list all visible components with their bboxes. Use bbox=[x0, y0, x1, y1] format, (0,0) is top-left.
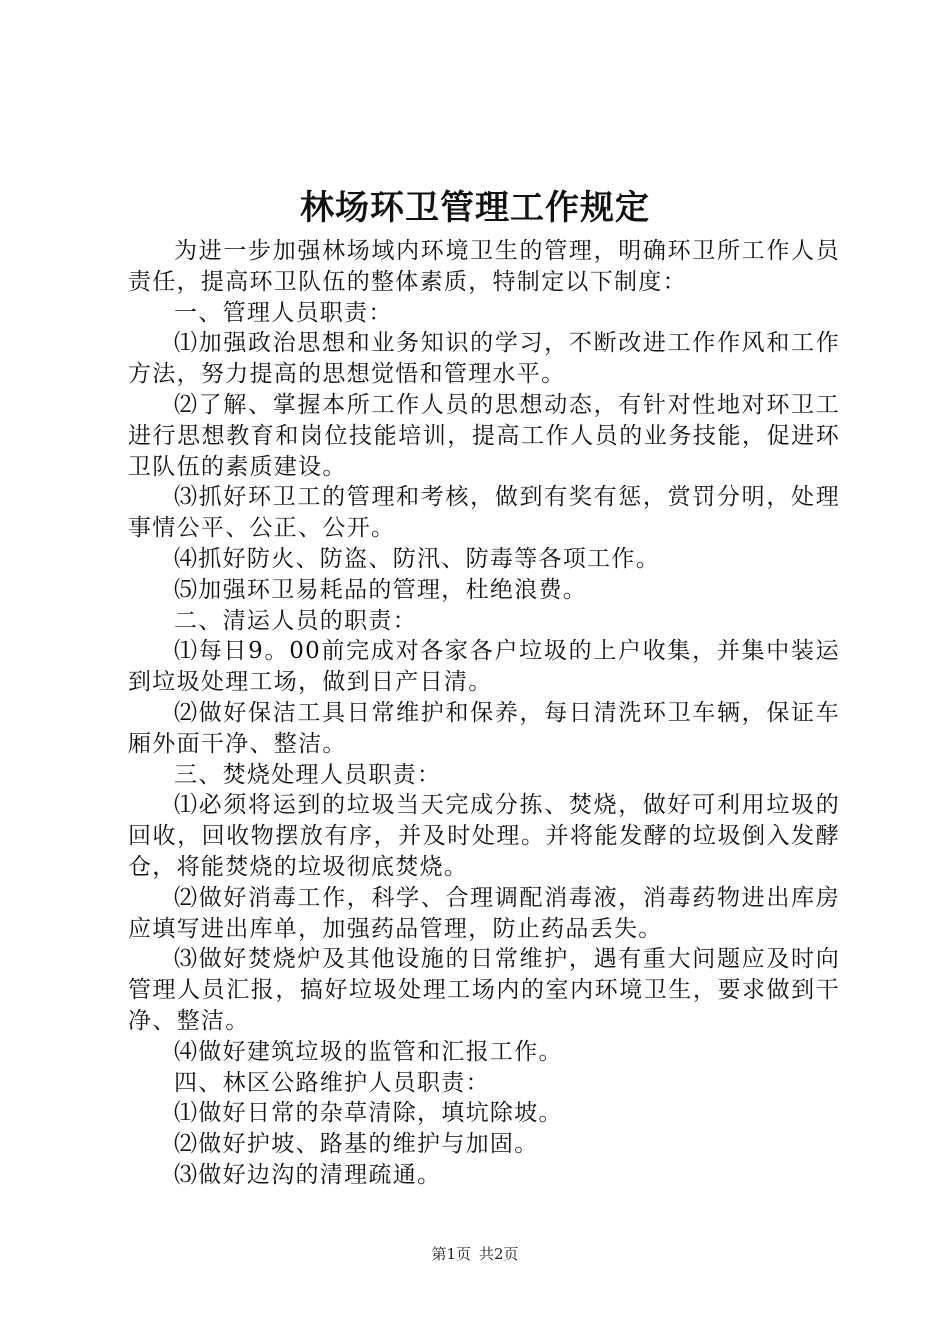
list-item: ⑷抓好防火、防盗、防汛、防毒等各项工作。 bbox=[174, 545, 660, 572]
list-item: ⑶做好边沟的清理疏通。 bbox=[174, 1161, 442, 1188]
document-title: 林场环卫管理工作规定 bbox=[300, 188, 650, 228]
list-item: ⑴每日9。00前完成对各家各户垃圾的上户收集，并集中装运到垃圾处理工场，做到日产日清。 bbox=[128, 638, 840, 696]
intro-paragraph: 为进一步加强林场域内环境卫生的管理，明确环卫所工作人员责任，提高环卫队伍的整体素质，特制定以下制度： bbox=[128, 238, 840, 295]
section-heading-road-maintenance: 四、林区公路维护人员职责： bbox=[174, 1069, 490, 1096]
document-body bbox=[128, 236, 840, 1191]
section-heading-incineration: 三、焚烧处理人员职责： bbox=[174, 761, 442, 788]
page-number: 第1页 bbox=[431, 1245, 471, 1263]
list-item: ⑵做好消毒工作，科学、合理调配消毒液，消毒药物进出库房应填写进出库单，加强药品管理，防止药品丢失。 bbox=[128, 884, 840, 942]
page-total: 共2页 bbox=[479, 1245, 519, 1263]
list-item: ⑶抓好环卫工的管理和考核，做到有奖有惩，赏罚分明，处理事情公平、公正、公开。 bbox=[128, 484, 840, 542]
list-item: ⑸加强环卫易耗品的管理，杜绝浪费。 bbox=[174, 576, 588, 603]
list-item: ⑴必须将运到的垃圾当天完成分拣、焚烧，做好可利用垃圾的回收，回收物摆放有序，并及时处理。并将能发酵的垃圾倒入发酵仓，将能焚烧的垃圾彻底焚烧。 bbox=[128, 792, 840, 880]
section-heading-transport: 二、清运人员的职责： bbox=[174, 607, 417, 634]
page-footer bbox=[0, 1243, 950, 1265]
section-heading-managers: 一、管理人员职责： bbox=[174, 299, 393, 326]
list-item: ⑶做好焚烧炉及其他设施的日常维护，遇有重大问题应及时向管理人员汇报，搞好垃圾处理工场内的室内环境卫生，要求做到干净、整洁。 bbox=[128, 946, 840, 1034]
list-item: ⑵做好护坡、路基的维护与加固。 bbox=[174, 1131, 539, 1158]
list-item: ⑵做好保洁工具日常维护和保养，每日清洗环卫车辆，保证车厢外面干净、整洁。 bbox=[128, 699, 840, 757]
list-item: ⑵了解、掌握本所工作人员的思想动态，有针对性地对环卫工进行思想教育和岗位技能培训，提高工作人员的业务技能，促进环卫队伍的素质建设。 bbox=[128, 391, 840, 480]
list-item: ⑴加强政治思想和业务知识的学习，不断改进工作作风和工作方法，努力提高的思想觉悟和管理水平。 bbox=[128, 330, 840, 388]
list-item: ⑴做好日常的杂草清除，填坑除坡。 bbox=[174, 1100, 563, 1127]
list-item: ⑷做好建筑垃圾的监管和汇报工作。 bbox=[174, 1038, 563, 1065]
